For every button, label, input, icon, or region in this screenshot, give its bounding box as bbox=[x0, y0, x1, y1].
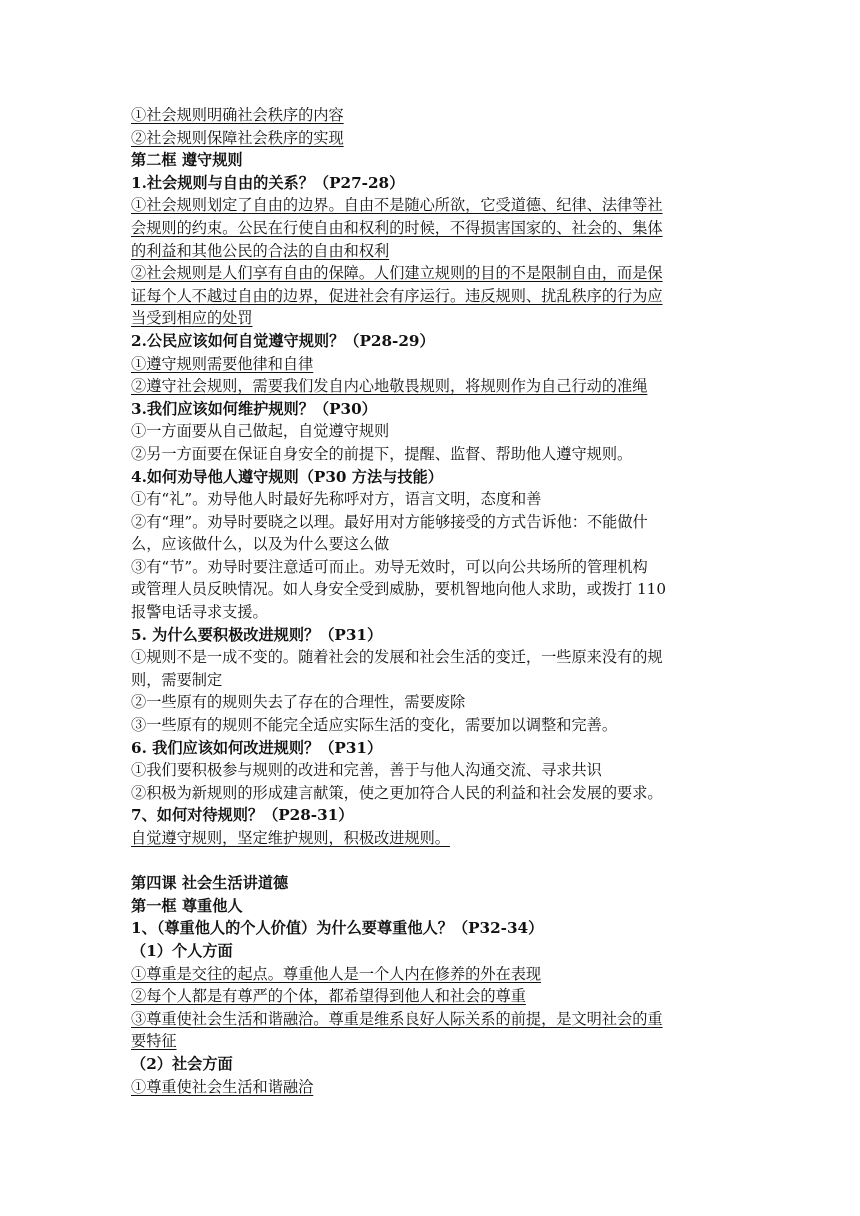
section-heading: （1）个人方面 bbox=[131, 941, 233, 960]
text-line: ①尊重是交往的起点。尊重他人是一个人内在修养的外在表现 bbox=[131, 964, 542, 983]
section-heading: 5. 为什么要积极改进规则？（P31） bbox=[131, 625, 383, 644]
text-line: 会规则的约束。公民在行使自由和权利的时候，不得损害国家的、社会的、集体 bbox=[131, 218, 663, 237]
text-line: 的利益和其他公民的合法的自由和权利 bbox=[131, 241, 390, 260]
text-line: ②有“理”。劝导时要晓之以理。最好用对方能够接受的方式告诉他：不能做什 bbox=[131, 512, 648, 531]
section-heading: 1.社会规则与自由的关系？（P27-28） bbox=[131, 173, 405, 192]
text-line: 或管理人员反映情况。如人身安全受到威胁，要机智地向他人求助，或拨打 110 bbox=[131, 580, 667, 599]
section-heading: 4.如何劝导他人遵守规则（P30 方法与技能） bbox=[131, 467, 443, 486]
text-line: ③一些原有的规则不能完全适应实际生活的变化，需要加以调整和完善。 bbox=[131, 716, 617, 735]
document-page bbox=[131, 104, 735, 1098]
text-line: ①我们要积极参与规则的改进和完善，善于与他人沟通交流、寻求共识 bbox=[131, 761, 602, 780]
text-line: 要特征 bbox=[131, 1032, 177, 1051]
text-line: ②遵守社会规则，需要我们发自内心地敬畏规则，将规则作为自己行动的准绳 bbox=[131, 377, 648, 396]
text-line: ①规则不是一成不变的。随着社会的发展和社会生活的变迁，一些原来没有的规 bbox=[131, 648, 663, 667]
text-line: 么，应该做什么，以及为什么要这么做 bbox=[131, 535, 390, 554]
section-heading: 第一框 尊重他人 bbox=[131, 896, 243, 915]
section-heading: 6. 我们应该如何改进规则？（P31） bbox=[131, 738, 383, 757]
text-line: 证每个人不越过自由的边界，促进社会有序运行。违反规则、扰乱秩序的行为应 bbox=[131, 286, 663, 305]
text-line: ②社会规则保障社会秩序的实现 bbox=[131, 128, 344, 147]
text-line: ①社会规则明确社会秩序的内容 bbox=[131, 106, 344, 124]
text-line: ③有“节”。劝导时要注意适可而止。劝导无效时，可以向公共场所的管理机构 bbox=[131, 557, 648, 576]
text-line: ②每个人都是有尊严的个体，都希望得到他人和社会的尊重 bbox=[131, 987, 526, 1006]
text-line: 报警电话寻求支援。 bbox=[131, 603, 268, 622]
text-line: ①遵守规则需要他律和自律 bbox=[131, 354, 314, 373]
section-heading: 3.我们应该如何维护规则？（P30） bbox=[131, 399, 377, 418]
section-heading: 2.公民应该如何自觉遵守规则？（P28-29） bbox=[131, 331, 435, 350]
text-line: 当受到相应的处罚 bbox=[131, 309, 253, 328]
text-line: ①尊重使社会生活和谐融洽 bbox=[131, 1077, 314, 1096]
blank-line bbox=[131, 850, 735, 873]
section-heading: 第二框 遵守规则 bbox=[131, 151, 243, 170]
text-line: ①有“礼”。劝导他人时最好先称呼对方，语言文明，态度和善 bbox=[131, 490, 542, 509]
text-line: 自觉遵守规则，坚定维护规则，积极改进规则。 bbox=[131, 829, 450, 847]
text-line: ①社会规则划定了自由的边界。自由不是随心所欲，它受道德、纪律、法律等社 bbox=[131, 196, 663, 215]
section-heading: （2）社会方面 bbox=[131, 1054, 233, 1073]
section-heading: 第四课 社会生活讲道德 bbox=[131, 874, 289, 893]
text-line: ②积极为新规则的形成建言献策，使之更加符合人民的利益和社会发展的要求。 bbox=[131, 783, 663, 802]
text-line: ②另一方面要在保证自身安全的前提下，提醒、监督、帮助他人遵守规则。 bbox=[131, 444, 633, 463]
section-heading: 1、（尊重他人的个人价值）为什么要尊重他人？（P32-34） bbox=[131, 919, 544, 938]
text-line: ①一方面要从自己做起，自觉遵守规则 bbox=[131, 422, 390, 441]
text-line: 则，需要制定 bbox=[131, 670, 223, 689]
text-line: ②社会规则是人们享有自由的保障。人们建立规则的目的不是限制自由，而是保 bbox=[131, 264, 663, 283]
text-line: ②一些原有的规则失去了存在的合理性，需要废除 bbox=[131, 693, 466, 712]
section-heading: 7、如何对待规则？（P28-31） bbox=[131, 806, 354, 825]
text-line: ③尊重使社会生活和谐融洽。尊重是维系良好人际关系的前提，是文明社会的重 bbox=[131, 1009, 663, 1028]
